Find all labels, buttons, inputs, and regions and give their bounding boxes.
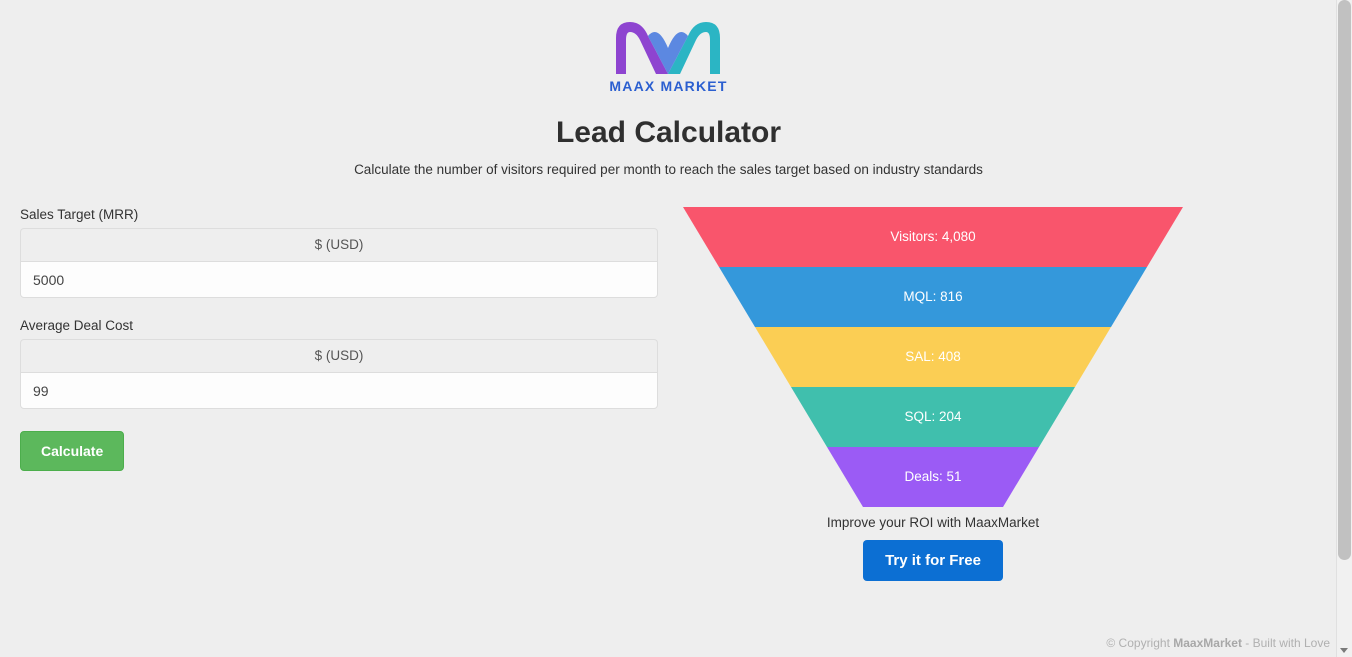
funnel-cta-text: Improve your ROI with MaaxMarket — [826, 515, 1040, 530]
funnel-stage-sal — [683, 327, 1183, 387]
scrollbar-thumb[interactable] — [1338, 0, 1351, 560]
calculator-form — [20, 207, 660, 471]
footer-suffix: - Built with Love — [1241, 636, 1330, 650]
page-scrollbar[interactable] — [1336, 0, 1352, 657]
main-content — [0, 207, 1337, 627]
funnel-stage-mql — [683, 267, 1183, 327]
footer — [1106, 636, 1330, 650]
average-deal-cost-group — [20, 339, 658, 409]
funnel-stage-visitors — [683, 207, 1183, 267]
page-subtitle: Calculate the number of visitors required per month to reach the sales target based on industry standards — [354, 162, 983, 177]
sales-target-input[interactable] — [20, 261, 658, 298]
page-header — [0, 0, 1337, 177]
average-deal-cost-label: Average Deal Cost — [20, 318, 134, 333]
brand-logo-text: MAAX MARKET — [609, 78, 728, 94]
average-deal-cost-currency-addon: $ (USD) — [20, 339, 658, 372]
funnel-stage-deals — [683, 447, 1183, 507]
brand-logo[interactable] — [609, 18, 727, 94]
sales-target-group — [20, 228, 658, 298]
try-it-for-free-button[interactable]: Try it for Free — [863, 540, 1003, 581]
lead-funnel-chart — [683, 207, 1183, 507]
funnel-stage-label: Visitors: 4,080 — [890, 229, 976, 244]
funnel-stage-label: SAL: 408 — [905, 349, 961, 364]
funnel-panel — [683, 207, 1183, 581]
sales-target-currency-addon: $ (USD) — [20, 228, 658, 261]
calculate-button[interactable]: Calculate — [20, 431, 124, 471]
funnel-stage-label: SQL: 204 — [904, 409, 962, 424]
footer-prefix: © Copyright — [1106, 636, 1174, 650]
page-title: Lead Calculator — [555, 116, 782, 149]
maax-market-logo-icon — [612, 18, 724, 76]
funnel-stage-sql — [683, 387, 1183, 447]
funnel-stage-label: MQL: 816 — [903, 289, 963, 304]
average-deal-cost-input[interactable] — [20, 372, 658, 409]
footer-brand: MaaxMarket — [1173, 636, 1242, 650]
scroll-down-arrow-icon[interactable] — [1340, 648, 1348, 653]
sales-target-label: Sales Target (MRR) — [20, 207, 139, 222]
funnel-stage-label: Deals: 51 — [904, 469, 962, 484]
